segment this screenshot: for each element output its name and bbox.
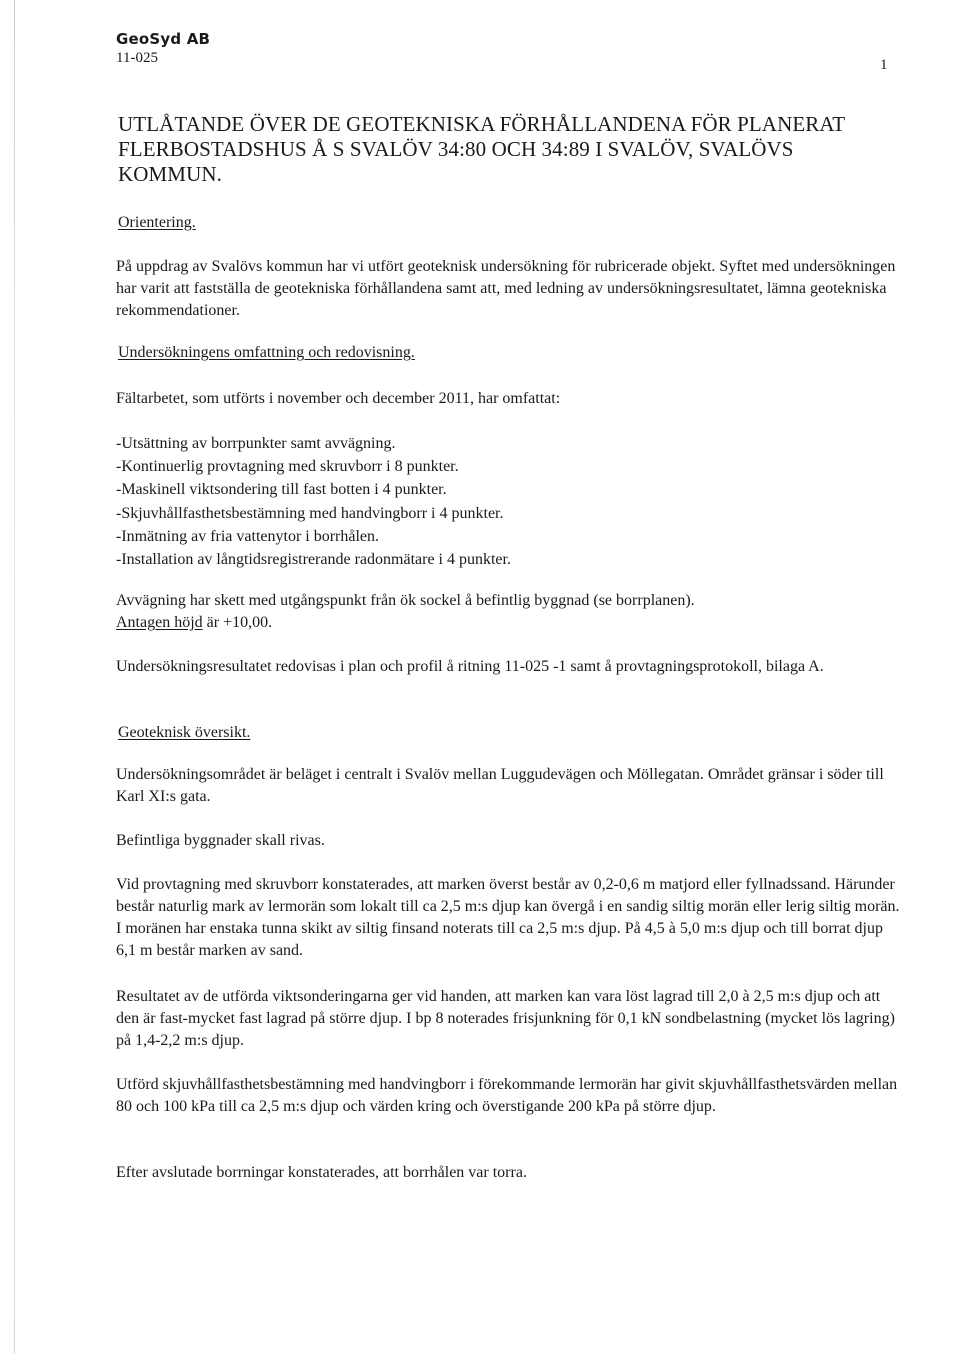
list-item: -Inmätning av fria vattenytor i borrhålen. (116, 527, 380, 545)
scan-edge-line (14, 0, 15, 1354)
fieldwork-list (116, 432, 511, 571)
page-number: 1 (880, 57, 888, 73)
heading-overview: Geoteknisk översikt. (118, 724, 251, 741)
document-number: 11-025 (116, 50, 158, 66)
paragraph-sampling: Vid provtagning med skruvborr konstaterades, att marken överst består av 0,2-0,6 m matjord eller fyllnadssand. Härunder består naturlig mark av lermorän som lokalt till ca 2,5 m:s djup kan övergå i en sandig siltig morän eller lerig siltig morän. I moränen har enstaka tunna skikt av siltig finsand noterats till ca 2,5 m:s djup. På 4,5 à 5,0 m:s djup och till borrat djup 6,1 m består marken av sand. (116, 876, 900, 959)
paragraph-orientation: På uppdrag av Svalövs kommun har vi utfört geoteknisk undersökning för rubricerade objekt. Syftet med undersökningen har varit att fastställa de geotekniska förhållandena samt att, med ledning av undersökningsresultatet, lämna geotekniska rekommendationer. (116, 258, 896, 319)
assumed-height-value: är +10,00. (202, 614, 273, 631)
paragraph-fieldwork-intro: Fältarbetet, som utförts i november och december 2011, har omfattat: (116, 390, 561, 407)
paragraph-results: Undersökningsresultatet redovisas i plan och profil å ritning 11-025 -1 samt å provtagningsprotokoll, bilaga A. (116, 658, 824, 675)
paragraph-location: Undersökningsområdet är beläget i centralt i Svalöv mellan Luggudevägen och Möllegatan. Området gränsar i söder till Karl XI:s gata. (116, 766, 884, 805)
paragraph-buildings: Befintliga byggnader skall rivas. (116, 832, 325, 849)
heading-scope: Undersökningens omfattning och redovisning. (118, 344, 415, 361)
paragraph-dry-boreholes: Efter avslutade borrningar konstaterades, att borrhålen var torra. (116, 1164, 527, 1181)
paragraph-shear-strength: Utförd skjuvhållfasthetsbestämning med handvingborr i förekommande lermorän har givit skjuvhållfasthetsvärden mellan 80 och 100 kPa till ca 2,5 m:s djup och värden kring och överstigande 200 kPa på större djup. (116, 1076, 898, 1115)
list-item: -Utsättning av borrpunkter samt avvägning. (116, 435, 396, 452)
paragraph-assumed-height (116, 612, 906, 634)
paragraph-sounding: Resultatet av de utförda viktsonderingarna ger vid handen, att marken kan vara löst lagrad till 2,0 à 2,5 m:s djup och att den är fast-mycket fast lagrad på större djup. I bp 8 noterades frisjunkning för 0,1 kN sondbelastning (mycket lös lagring) på 1,4-2,2 m:s djup. (116, 988, 895, 1049)
company-name: GeoSyd AB (116, 30, 211, 48)
paragraph-levelling: Avvägning har skett med utgångspunkt från ök sockel å befintlig byggnad (se borrplanen). (116, 592, 695, 609)
assumed-height-label: Antagen höjd (116, 614, 203, 631)
list-item: -Maskinell viktsondering till fast botten i 4 punkter. (116, 481, 447, 499)
heading-orientation: Orientering. (118, 214, 196, 231)
list-item: -Installation av långtidsregistrerande radonmätare i 4 punkter. (116, 551, 511, 569)
list-item: -Kontinuerlig provtagning med skruvborr i 8 punkter. (116, 458, 459, 476)
list-item: -Skjuvhållfasthetsbestämning med handvingborr i 4 punkter. (116, 504, 504, 522)
document-title: UTLÅTANDE ÖVER DE GEOTEKNISKA FÖRHÅLLANDENA FÖR PLANERAT FLERBOSTADSHUS Å S SVALÖV 34:80 OCH 34:89 I SVALÖV, SVALÖVS KOMMUN. (118, 112, 845, 186)
